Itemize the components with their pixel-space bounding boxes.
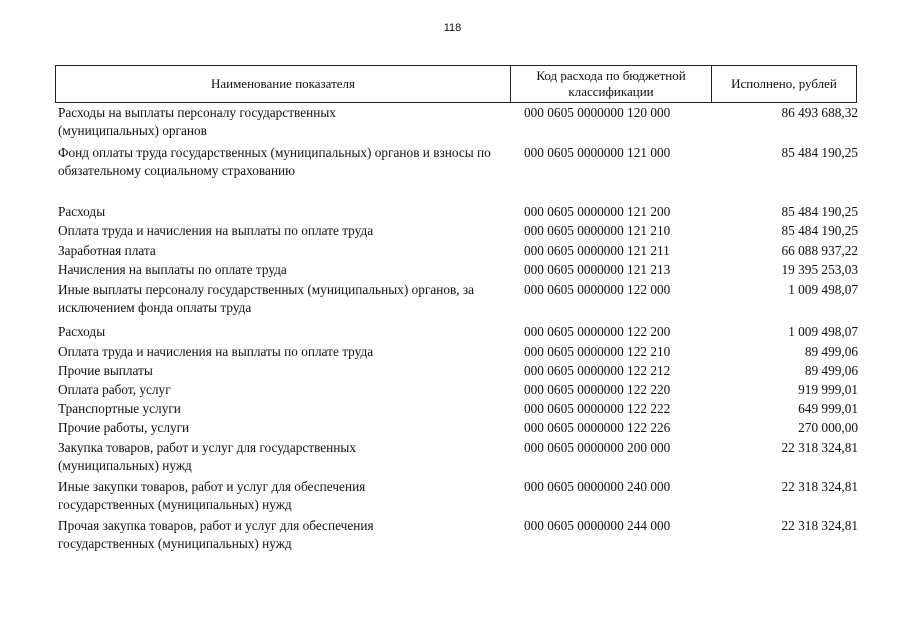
row-name: Расходы на выплаты персоналу государственных (муниципальных) органов (58, 105, 336, 138)
table-row (58, 242, 858, 260)
row-code: 000 0605 0000000 122 226 (524, 420, 671, 435)
table-row (58, 281, 858, 317)
column-header-code: Код расхода по бюджетной классификации (511, 66, 712, 102)
table-row (58, 439, 858, 475)
table-row (58, 343, 858, 361)
row-code: 000 0605 0000000 122 200 (524, 324, 671, 339)
table-row (58, 478, 858, 514)
row-amount: 89 499,06 (804, 344, 858, 359)
table-row (58, 144, 858, 180)
row-code: 000 0605 0000000 122 212 (524, 363, 671, 378)
row-code: 000 0605 0000000 122 210 (524, 344, 671, 359)
row-amount: 1 009 498,07 (788, 324, 858, 339)
table-row (58, 104, 858, 140)
table-row (58, 400, 858, 418)
row-amount: 85 484 190,25 (781, 145, 858, 160)
row-amount: 89 499,06 (804, 363, 858, 378)
row-name: Заработная плата (58, 243, 156, 258)
table-row (58, 517, 858, 553)
row-amount: 66 088 937,22 (781, 243, 858, 258)
row-name: Расходы (58, 324, 106, 339)
row-name: Иные выплаты персоналу государственных (муниципальных) органов, за исключением фонда оплаты труда (58, 282, 475, 315)
table-row (58, 419, 858, 437)
row-name: Оплата труда и начисления на выплаты по оплате труда (58, 344, 374, 359)
row-amount: 270 000,00 (798, 420, 858, 435)
column-header-name: Наименование показателя (56, 66, 511, 102)
row-name: Закупка товаров, работ и услуг для государственных (муниципальных) нужд (58, 440, 356, 473)
row-name: Иные закупки товаров, работ и услуг для обеспечения государственных (муниципальных) нужд (58, 479, 366, 512)
row-name: Оплата работ, услуг (58, 382, 171, 397)
row-name: Оплата труда и начисления на выплаты по оплате труда (58, 223, 374, 238)
row-amount: 22 318 324,81 (781, 518, 858, 533)
table-row (58, 222, 858, 240)
page-number: 118 (443, 22, 462, 34)
table-row (58, 381, 858, 399)
table-header (55, 65, 857, 103)
row-code: 000 0605 0000000 121 211 (524, 243, 670, 258)
column-header-amount: Исполнено, рублей (731, 76, 837, 91)
row-code: 000 0605 0000000 121 210 (524, 223, 671, 238)
row-code: 000 0605 0000000 200 000 (524, 440, 671, 455)
table-row (58, 362, 858, 380)
row-amount: 85 484 190,25 (781, 223, 858, 238)
row-name: Прочие выплаты (58, 363, 153, 378)
row-amount: 85 484 190,25 (781, 204, 858, 219)
row-name: Прочие работы, услуги (58, 420, 190, 435)
row-amount: 1 009 498,07 (788, 282, 858, 297)
row-name: Транспортные услуги (58, 401, 181, 416)
row-amount: 22 318 324,81 (781, 479, 858, 494)
row-name: Расходы (58, 204, 106, 219)
row-name: Начисления на выплаты по оплате труда (58, 262, 287, 277)
row-code: 000 0605 0000000 121 000 (524, 145, 671, 160)
row-code: 000 0605 0000000 244 000 (524, 518, 671, 533)
table-row (58, 203, 858, 221)
row-code: 000 0605 0000000 120 000 (524, 105, 671, 120)
table-row (58, 323, 858, 341)
row-amount: 19 395 253,03 (781, 262, 858, 277)
row-code: 000 0605 0000000 122 000 (524, 282, 671, 297)
row-code: 000 0605 0000000 240 000 (524, 479, 671, 494)
row-amount: 649 999,01 (798, 401, 858, 416)
row-code: 000 0605 0000000 122 222 (524, 401, 671, 416)
row-name: Фонд оплаты труда государственных (муниципальных) органов и взносы по обязательному социальному страхованию (58, 145, 491, 178)
row-code: 000 0605 0000000 121 200 (524, 204, 671, 219)
row-name: Прочая закупка товаров, работ и услуг для обеспечения государственных (муниципальных) нужд (58, 518, 374, 551)
row-amount: 86 493 688,32 (781, 105, 858, 120)
row-code: 000 0605 0000000 121 213 (524, 262, 671, 277)
table-row (58, 261, 858, 279)
row-code: 000 0605 0000000 122 220 (524, 382, 671, 397)
row-amount: 22 318 324,81 (781, 440, 858, 455)
row-amount: 919 999,01 (798, 382, 858, 397)
